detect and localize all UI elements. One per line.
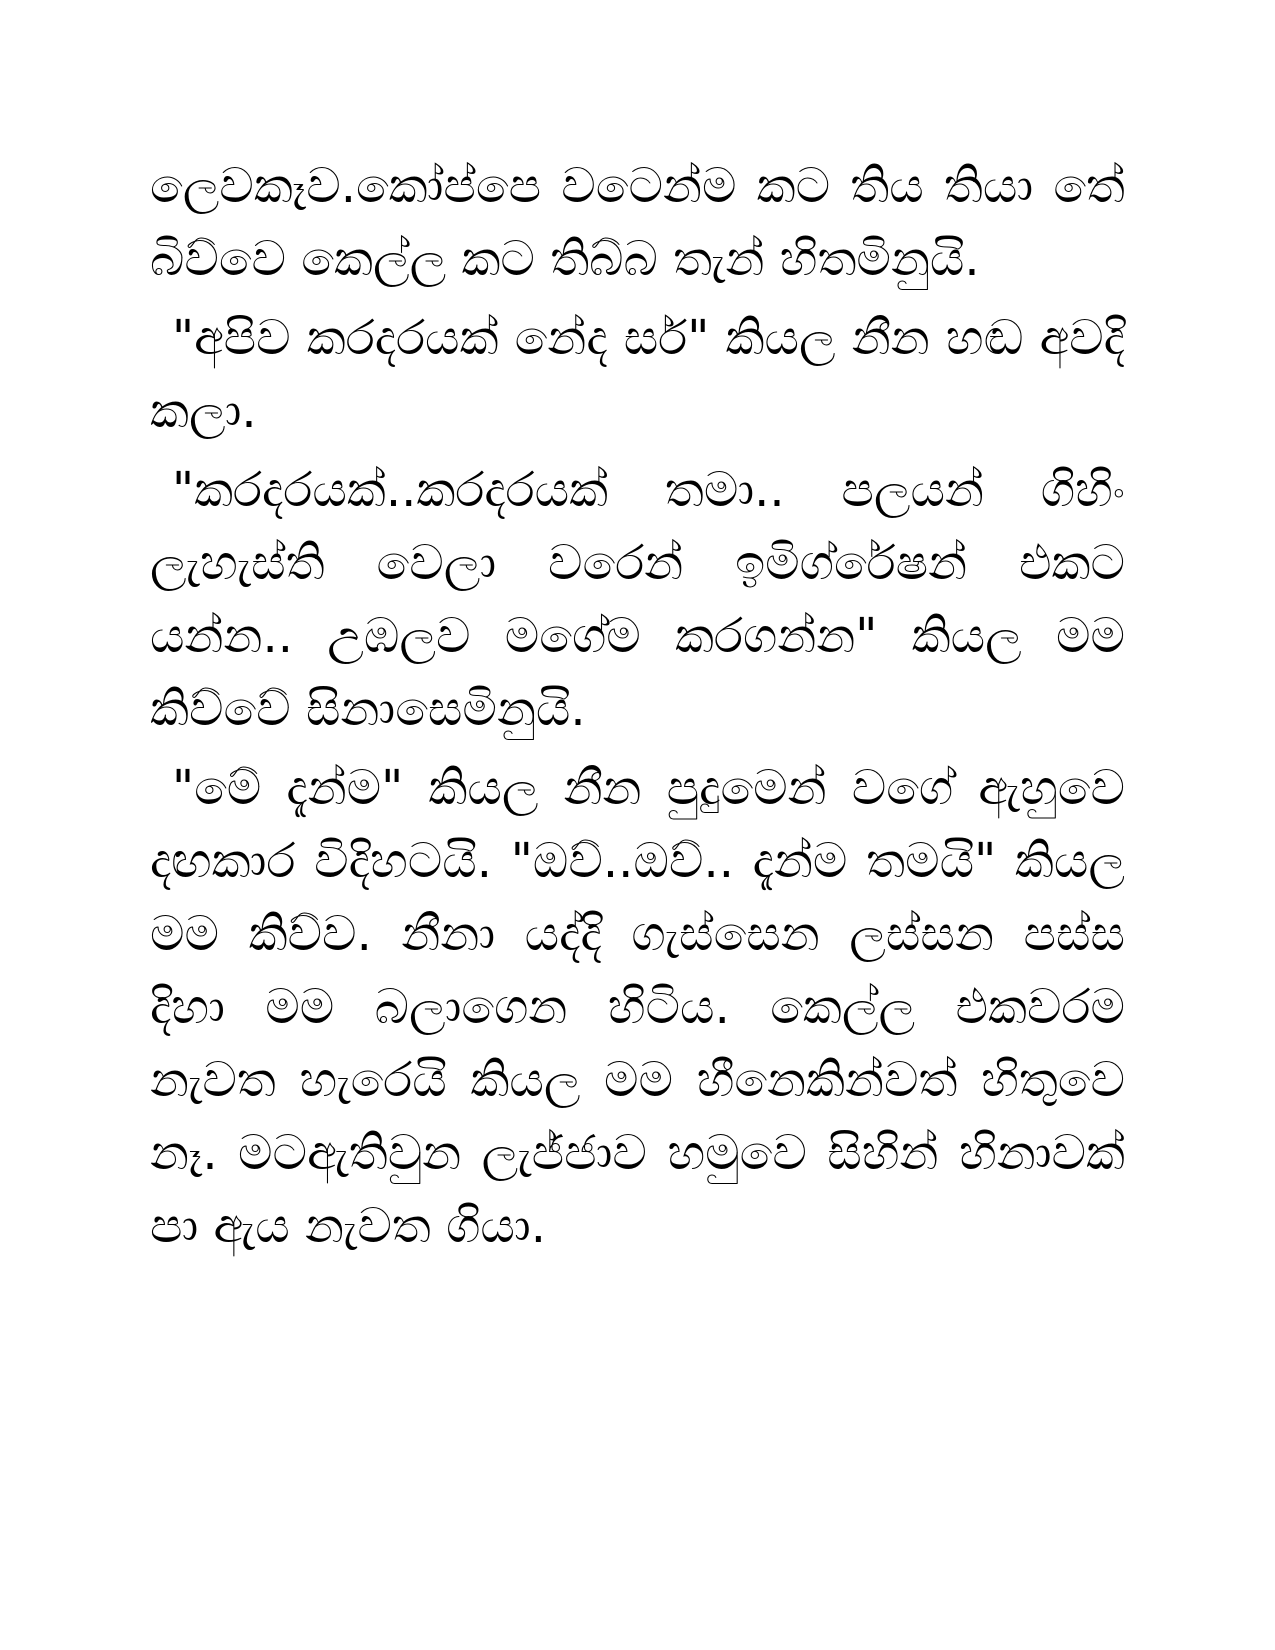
paragraph-2: "අපිව කරදරයක් නේද සර්" කියල නීන හඬ අවදි කලා. [150, 310, 1125, 439]
paragraph-3: "කරදරයක්..කරදරයක් තමා.. පලයන් ගිහිං ලැහැස්ති වෙලා වරෙන් ඉමිග්රේෂන් එකට යන්න.. උඹලව මගේම කරගන්න" කියල මම කිව්වේ සිනාසෙමිනුයි. [150, 462, 1125, 737]
paragraph-1: ලෙවකෑව.කෝප්පෙ වටෙන්ම කට තිය තියා තේ බිව්වෙ කෙල්ල කට තිබ්බ තැන් හිතමිනුයි. [150, 158, 1125, 287]
body-text [150, 150, 1125, 1263]
paragraph-4: "මේ දැන්ම" කියල නීන පුදුමෙන් වගේ ඇහුවෙ දඟකාර විදිහටයි. "ඔව්..ඔව්.. දැන්ම තමයි" කියල මම කිව්ව. නීනා යද්දි ගැස්සෙන ලස්සන පස්ස දිහා මම බලාගෙන හිටිය. කෙල්ල එකවරම නැවත හැරෙයි කියල මම හීනෙකින්වත් හිතුවෙ නෑ. මටඇතිවුන ලැජ්ජාව හමුවෙ සිහින් හිනාවක් පා ඇය නැවත ගියා. [150, 760, 1125, 1254]
